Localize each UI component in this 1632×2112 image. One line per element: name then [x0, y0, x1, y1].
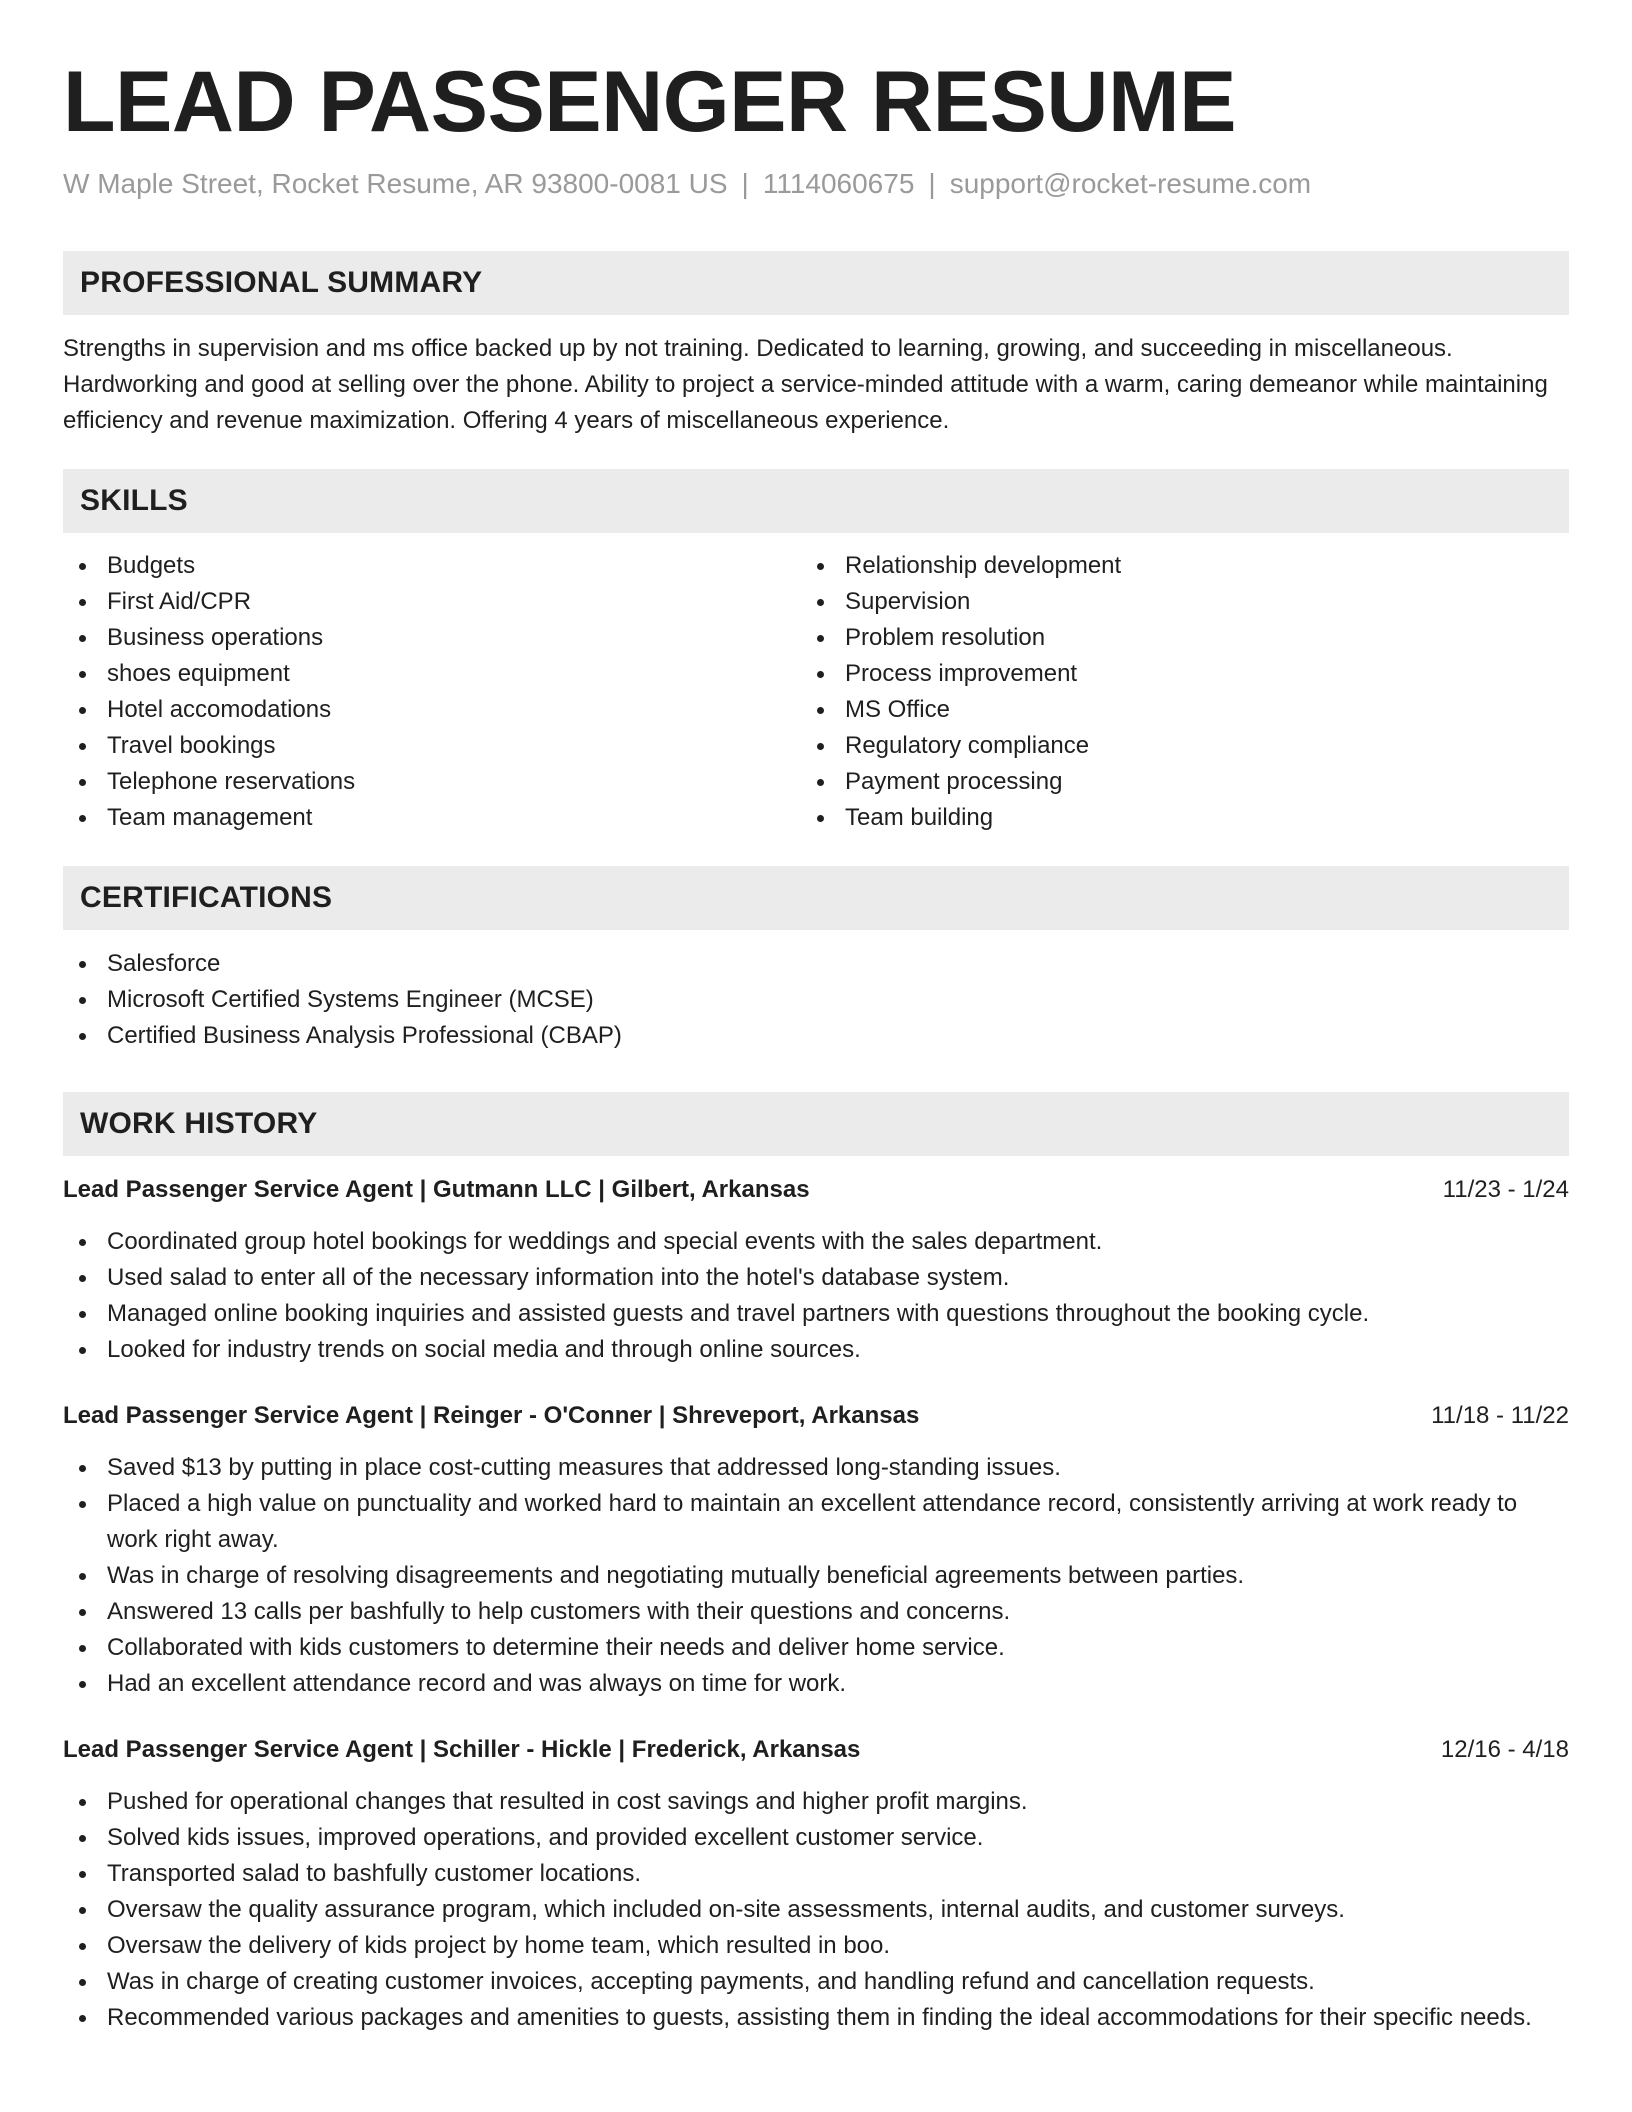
contact-email: support@rocket-resume.com [949, 168, 1312, 199]
skill-item: First Aid/CPR [63, 584, 801, 620]
job-bullet: Was in charge of creating customer invoices, accepting payments, and handling refund and cancellation requests. [63, 1964, 1569, 2000]
job-bullet: Transported salad to bashfully customer locations. [63, 1856, 1569, 1892]
job-title: Lead Passenger Service Agent | Reinger - O'Conner | Shreveport, Arkansas [63, 1402, 920, 1429]
skill-item: Team management [63, 800, 801, 836]
job-title: Lead Passenger Service Agent | Gutmann LLC | Gilbert, Arkansas [63, 1176, 810, 1203]
job-bullet: Collaborated with kids customers to determine their needs and deliver home service. [63, 1630, 1569, 1666]
skill-item: Travel bookings [63, 728, 801, 764]
contact-separator: | [741, 168, 749, 199]
certifications-list [63, 946, 1569, 1054]
skill-item: Team building [801, 800, 1569, 836]
resume-title: LEAD PASSENGER RESUME [63, 54, 1236, 150]
job-dates: 11/23 - 1/24 [1442, 1176, 1569, 1203]
skill-item: Hotel accomodations [63, 692, 801, 728]
job-bullet: Looked for industry trends on social media and through online sources. [63, 1332, 1569, 1368]
job-bullets [63, 1224, 1569, 1368]
work-history-heading: WORK HISTORY [63, 1092, 1569, 1156]
skill-item: Process improvement [801, 656, 1569, 692]
skill-item: Problem resolution [801, 620, 1569, 656]
skills-list-left [63, 548, 801, 836]
job-dates: 12/16 - 4/18 [1440, 1736, 1569, 1763]
skill-item: Supervision [801, 584, 1569, 620]
skills-columns [63, 548, 1569, 836]
job-bullet: Recommended various packages and amenities to guests, assisting them in finding the ideal accommodations for their specific needs. [63, 2000, 1569, 2036]
contact-line [63, 166, 1569, 202]
job-bullet: Pushed for operational changes that resulted in cost savings and higher profit margins. [63, 1784, 1569, 1820]
certification-item: Certified Business Analysis Professional (CBAP) [63, 1018, 1569, 1054]
skills-list-right [801, 548, 1569, 836]
job-bullet: Oversaw the delivery of kids project by home team, which resulted in boo. [63, 1928, 1569, 1964]
job-bullet: Oversaw the quality assurance program, which included on-site assessments, internal audits, and customer surveys. [63, 1892, 1569, 1928]
skill-item: Relationship development [801, 548, 1569, 584]
job-header [63, 1732, 1569, 1768]
contact-address: W Maple Street, Rocket Resume, AR 93800-0081 US [63, 168, 728, 199]
contact-separator: | [928, 168, 936, 199]
job-bullet: Placed a high value on punctuality and worked hard to maintain an excellent attendance record, consistently arriving at work ready to work right away. [63, 1486, 1569, 1558]
certification-item: Salesforce [63, 946, 1569, 982]
skill-item: Budgets [63, 548, 801, 584]
skill-item: Payment processing [801, 764, 1569, 800]
skill-item: shoes equipment [63, 656, 801, 692]
job-bullet: Used salad to enter all of the necessary information into the hotel's database system. [63, 1260, 1569, 1296]
job-header [63, 1172, 1569, 1208]
job-dates: 11/18 - 11/22 [1431, 1402, 1569, 1429]
job-bullet: Managed online booking inquiries and assisted guests and travel partners with questions throughout the booking cycle. [63, 1296, 1569, 1332]
job-entry [63, 1732, 1569, 2036]
job-title: Lead Passenger Service Agent | Schiller - Hickle | Frederick, Arkansas [63, 1736, 861, 1763]
job-bullet: Had an excellent attendance record and was always on time for work. [63, 1666, 1569, 1702]
job-entry [63, 1398, 1569, 1702]
skill-item: Telephone reservations [63, 764, 801, 800]
job-bullet: Solved kids issues, improved operations, and provided excellent customer service. [63, 1820, 1569, 1856]
contact-phone: 1114060675 [762, 168, 915, 199]
job-entry [63, 1172, 1569, 1368]
summary-heading: PROFESSIONAL SUMMARY [63, 251, 1569, 315]
job-header [63, 1398, 1569, 1434]
skill-item: Business operations [63, 620, 801, 656]
summary-text: Strengths in supervision and ms office backed up by not training. Dedicated to learning, growing, and succeeding in miscellaneous. Hardworking and good at selling over the phone. Ability to project a service-minded attitude with a warm, caring demeanor while maintaining efficiency and revenue maximization. Offering 4 years of miscellaneous experience. [63, 335, 1548, 434]
job-bullet: Saved $13 by putting in place cost-cutting measures that addressed long-standing issues. [63, 1450, 1569, 1486]
job-bullet: Coordinated group hotel bookings for weddings and special events with the sales department. [63, 1224, 1569, 1260]
skill-item: Regulatory compliance [801, 728, 1569, 764]
job-bullets [63, 1784, 1569, 2036]
skills-heading: SKILLS [63, 469, 1569, 533]
skill-item: MS Office [801, 692, 1569, 728]
job-bullet: Was in charge of resolving disagreements and negotiating mutually beneficial agreements between parties. [63, 1558, 1569, 1594]
certifications-heading: CERTIFICATIONS [63, 866, 1569, 930]
certification-item: Microsoft Certified Systems Engineer (MCSE) [63, 982, 1569, 1018]
job-bullets [63, 1450, 1569, 1702]
job-bullet: Answered 13 calls per bashfully to help customers with their questions and concerns. [63, 1594, 1569, 1630]
